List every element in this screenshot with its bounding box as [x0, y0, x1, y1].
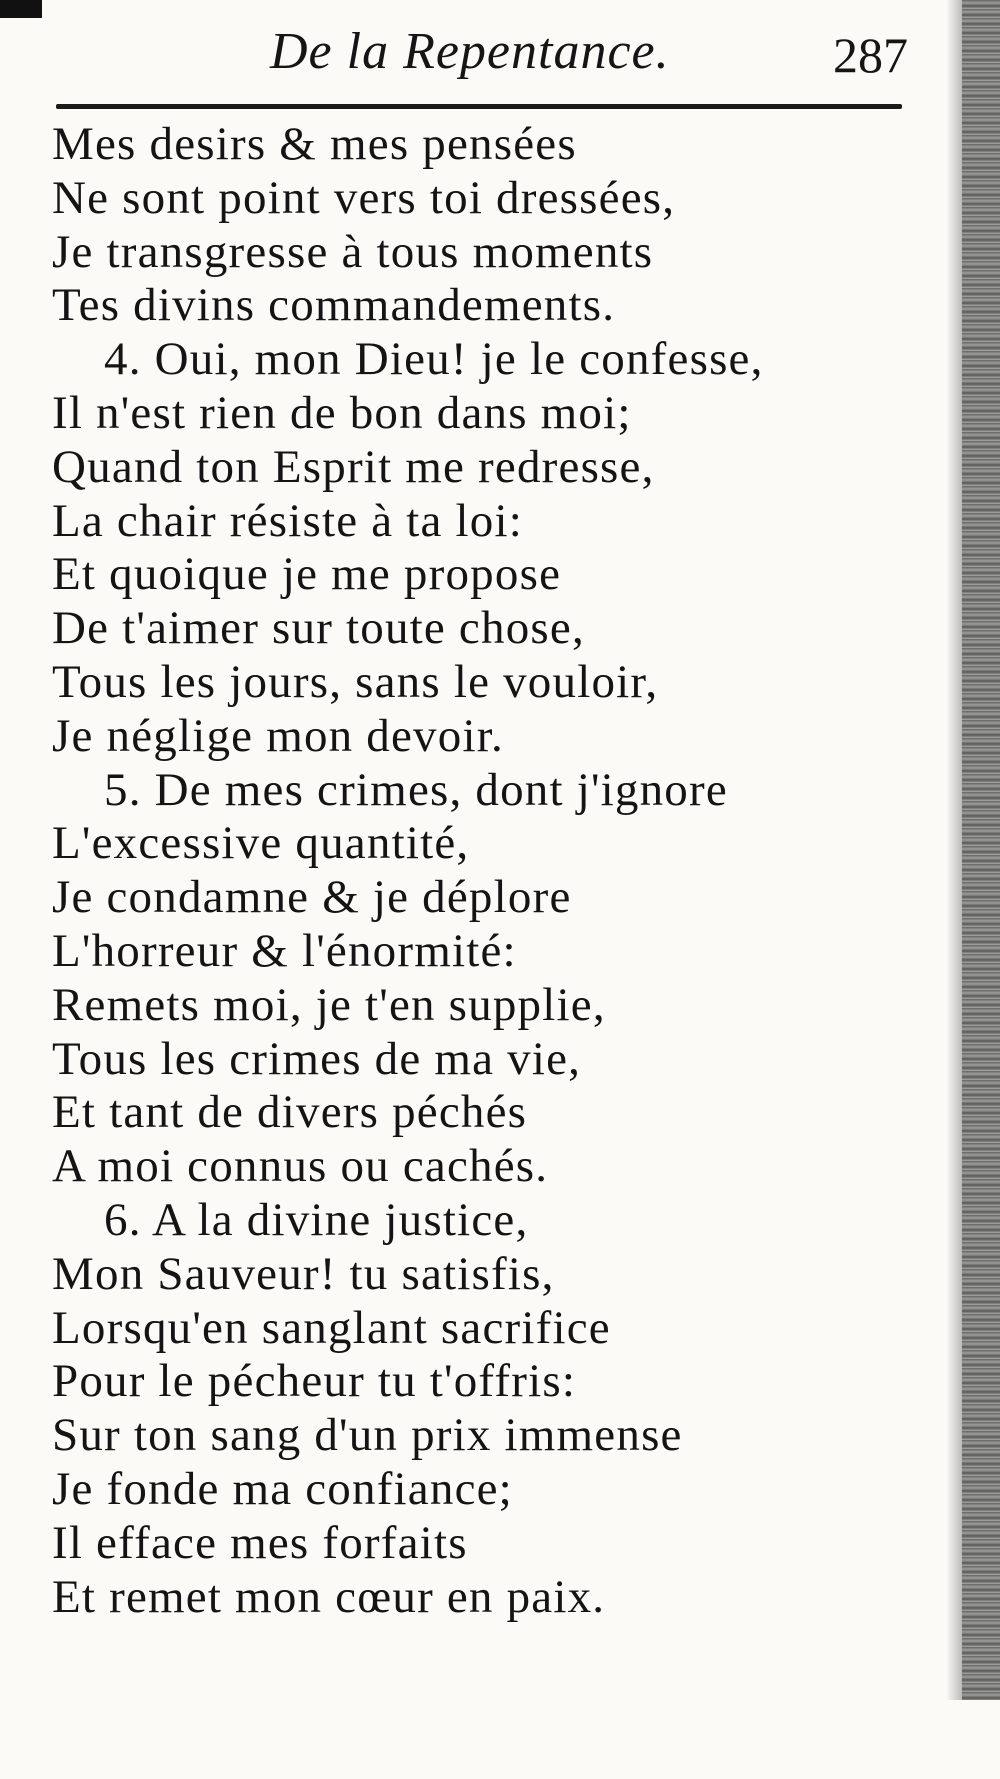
- verse-line: Lorsqu'en sanglant sacrifice: [52, 1301, 611, 1354]
- verse-line: Et remet mon cœur en paix.: [52, 1570, 606, 1623]
- verse-line: Je transgresse à tous moments: [52, 225, 654, 278]
- verse-line: Et tant de divers péchés: [52, 1086, 528, 1139]
- page-edge: [962, 0, 1000, 1700]
- verse-line: Je néglige mon devoir.: [52, 709, 504, 762]
- verse-line: Ne sont point vers toi dressées,: [52, 171, 676, 224]
- running-title: De la Repentance.: [270, 23, 670, 80]
- verse-line: Remets moi, je t'en supplie,: [52, 978, 606, 1031]
- header-rule: [56, 104, 902, 109]
- verse-line: Mon Sauveur! tu satisfis,: [52, 1247, 555, 1300]
- verse-line: Quand ton Esprit me redresse,: [52, 440, 655, 493]
- binding-shadow: [946, 0, 962, 1700]
- verse-line: Tes divins commandements.: [52, 279, 616, 332]
- verse-line: Je condamne & je déplore: [52, 871, 572, 924]
- verse-line: Je fonde ma confiance;: [52, 1462, 513, 1515]
- verse-line: Il efface mes forfaits: [52, 1516, 468, 1569]
- verse-line: L'excessive quantité,: [52, 817, 470, 870]
- verse-line: Mes desirs & mes pensées: [52, 118, 577, 170]
- verse-line: Tous les jours, sans le vouloir,: [52, 655, 659, 708]
- hymn-verse: [52, 118, 932, 1624]
- verse-line: Et quoique je me propose: [52, 548, 562, 601]
- verse-line: 6. A la divine justice,: [104, 1193, 529, 1246]
- page-number: 287: [833, 27, 908, 83]
- verse-line: Sur ton sang d'un prix immense: [52, 1409, 683, 1462]
- verse-line: 5. De mes crimes, dont j'ignore: [104, 763, 728, 816]
- verse-line: L'horreur & l'énormité:: [52, 924, 517, 977]
- verse-line: Tous les crimes de ma vie,: [52, 1032, 582, 1085]
- verse-line: Il n'est rien de bon dans moi;: [52, 386, 632, 439]
- verse-line: Pour le pécheur tu t'offris:: [52, 1355, 577, 1408]
- scan-corner-mark: [0, 0, 42, 18]
- verse-line: La chair résiste à ta loi:: [52, 494, 523, 547]
- verse-line: De t'aimer sur toute chose,: [52, 602, 585, 655]
- verse-line: A moi connus ou cachés.: [52, 1140, 549, 1193]
- verse-line: 4. Oui, mon Dieu! je le confesse,: [104, 333, 764, 386]
